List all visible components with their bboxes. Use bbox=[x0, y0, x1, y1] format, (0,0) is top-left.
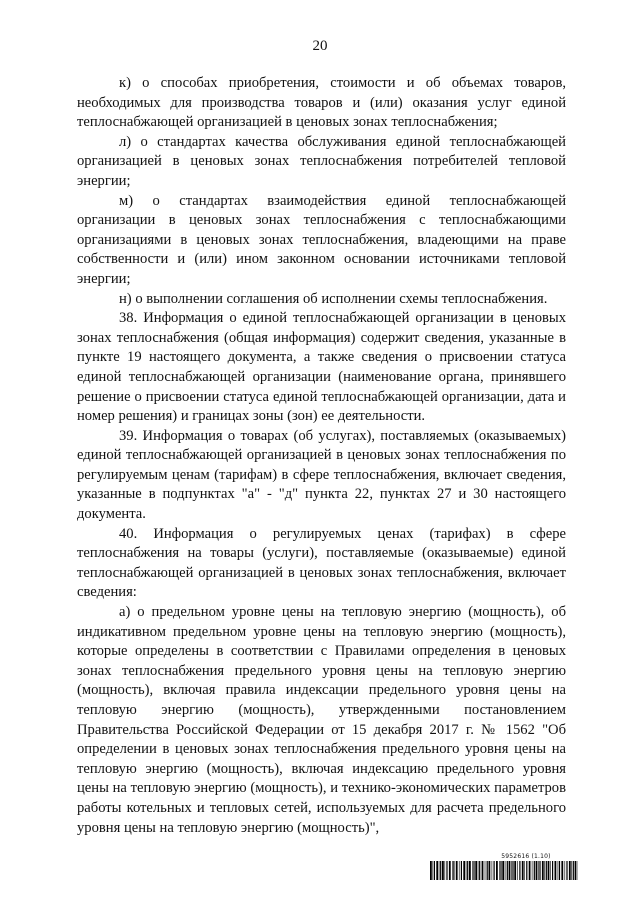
barcode-image bbox=[430, 861, 578, 880]
paragraph-l: л) о стандартах качества обслуживания единой теплоснабжающей организацией в ценовых зонах теплоснабжения потребителей тепловой энергии; bbox=[77, 133, 566, 189]
page-number: 20 bbox=[312, 38, 328, 54]
paragraph-38: 38. Информация о единой теплоснабжающей организации в ценовых зонах теплоснабжения (общая информация) содержит сведения, указанные в пункте 19 настоящего документа, а также сведения о присвоении статуса единой теплоснабжающей организации (наименование органа, принявшего решение о присвоении статуса единой теплоснабжающей организации, дата и номер решения) и границах зоны (зон) ее деятельности. bbox=[77, 310, 566, 425]
paragraph-m: м) о стандартах взаимодействия единой теплоснабжающей организации в ценовых зонах теплоснабжения с теплоснабжающими организациями в ценовых зонах теплоснабжения, владеющими на праве собственности и (или) ином законном основании источниками тепловой энергии; bbox=[77, 192, 566, 287]
paragraph-40: 40. Информация о регулируемых ценах (тарифах) в сфере теплоснабжения на товары (услуги), поставляемые (оказываемые) единой теплоснабжающей организацией в ценовых зонах теплоснабжения, включает сведения: bbox=[77, 525, 566, 601]
paragraph-40a: а) о предельном уровне цены на тепловую энергию (мощность), об индикативном предельном уровне цены на тепловую энергию (мощность), которые определены в соответствии с Правилами определения в ценовых зонах теплоснабжения предельного уровня цены на тепловую энергию (мощность), включая правила индексации предельного уровня цены на тепловую энергию (мощность), утвержденными постановлением Правительства Российской Федерации от 15 декабря 2017 г. № 1562 "Об определении в ценовых зонах теплоснабжения предельного уровня цены на тепловую энергию (мощность), включая индексацию предельного уровня цены на тепловую энергию (мощность), и технико-экономических параметров работы котельных и тепловых сетей, используемых для расчета предельного уровня цены на тепловую энергию (мощность)", bbox=[77, 604, 566, 836]
document-code: 5952616 (1.10) bbox=[501, 853, 551, 860]
paragraph-n: н) о выполнении соглашения об исполнении схемы теплоснабжения. bbox=[119, 290, 548, 307]
paragraph-k: к) о способах приобретения, стоимости и об объемах товаров, необходимых для производства товаров и (или) оказания услуг единой теплоснабжающей организацией в ценовых зонах теплоснабжения; bbox=[77, 75, 566, 131]
document-body bbox=[77, 74, 566, 838]
paragraph-39: 39. Информация о товарах (об услугах), поставляемых (оказываемых) единой теплоснабжающей организацией в ценовых зонах теплоснабжения по регулируемым ценам (тарифам) в сфере теплоснабжения, включает сведения, указанные в подпунктах "а" - "д" пункта 22, пунктах 27 и 30 настоящего документа. bbox=[77, 427, 566, 523]
